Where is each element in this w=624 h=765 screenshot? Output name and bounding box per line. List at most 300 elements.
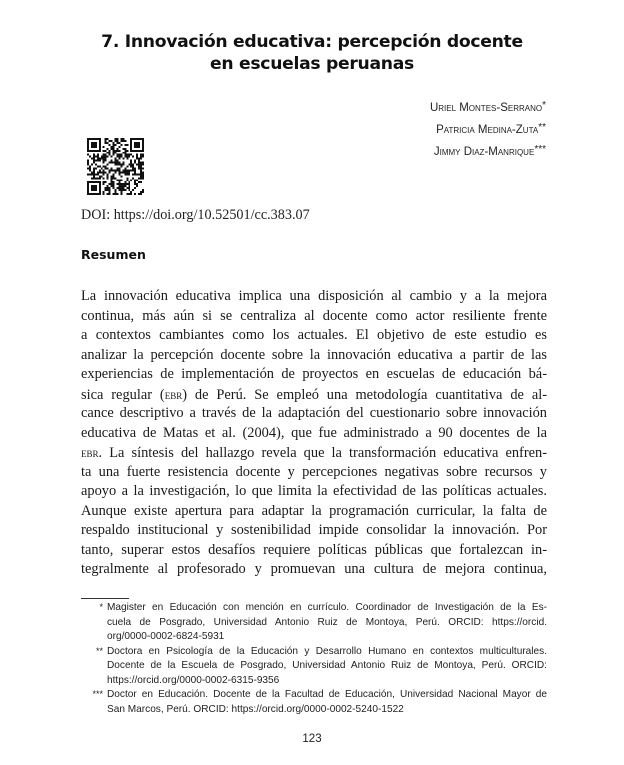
footnote-line: Doctor en Educación. Docente de la Facultad de Educación, Universidad Nacional Mayor de: [107, 689, 547, 700]
qr-module: [136, 158, 138, 160]
qr-module: [91, 173, 93, 175]
qr-module: [142, 162, 144, 164]
qr-module: [107, 156, 109, 158]
qr-module: [115, 138, 117, 140]
qr-module: [91, 171, 93, 173]
qr-module: [132, 189, 134, 191]
qr-module: [111, 156, 113, 158]
abstract-line: La innovación educativa implica una disposición al cambio y a la mejora: [81, 288, 547, 304]
footnote-mark[interactable]: **: [538, 122, 546, 133]
abstract-line: ta una fuerte resistencia docente y percepciones negativas sobre recursos y: [81, 463, 547, 480]
qr-module: [134, 187, 136, 189]
qr-module: [93, 156, 95, 158]
qr-module: [113, 162, 115, 164]
qr-module: [93, 167, 95, 169]
qr-module: [128, 185, 130, 187]
qr-module: [134, 169, 136, 171]
qr-module: [116, 148, 118, 150]
qr-module: [115, 158, 117, 160]
qr-module: [132, 177, 134, 179]
qr-module: [116, 138, 118, 140]
qr-module: [116, 160, 118, 162]
qr-module: [140, 164, 142, 166]
qr-module: [103, 171, 105, 173]
qr-module: [124, 171, 126, 173]
qr-module: [122, 185, 124, 187]
qr-module: [99, 175, 101, 177]
qr-module: [95, 156, 97, 158]
text-run: sica regular (: [81, 386, 165, 403]
qr-module: [136, 156, 138, 158]
abstract-line: continua, más aún si se centraliza al docente como actor resiliente frente: [81, 307, 547, 324]
qr-module: [126, 154, 128, 156]
qr-module: [124, 144, 126, 146]
abstract-line: cance descriptivo a través de la adaptación del cuestionario sobre innovación: [81, 405, 547, 421]
qr-module: [138, 193, 140, 195]
qr-module: [128, 164, 130, 166]
qr-module: [120, 166, 122, 168]
acronym-ebr: ebr: [81, 445, 99, 460]
qr-module: [113, 177, 115, 179]
qr-module: [140, 156, 142, 158]
qr-module: [130, 191, 132, 193]
qr-module: [134, 171, 136, 173]
qr-module: [134, 183, 136, 185]
qr-module: [140, 169, 142, 171]
author-name: Jimmy Diaz-Manrique: [433, 146, 535, 158]
text-run: . La síntesis del hallazgo revela que la transformación educativa enfren-: [98, 445, 547, 461]
qr-module: [109, 162, 111, 164]
qr-module: [93, 171, 95, 173]
qr-module: [103, 181, 105, 183]
qr-module: [105, 158, 107, 160]
qr-module: [126, 144, 128, 146]
qr-module: [138, 164, 140, 166]
qr-module: [122, 189, 124, 191]
qr-module: [101, 171, 103, 173]
qr-module: [113, 148, 115, 150]
abstract-line: a contextos cambiantes como los actuales. El objetivo de este estudio es: [81, 327, 547, 343]
qr-module: [97, 177, 99, 179]
author-1: [430, 96, 546, 118]
qr-module: [130, 193, 132, 195]
qr-module: [142, 175, 144, 177]
qr-module: [91, 164, 93, 166]
qr-module: [130, 160, 132, 162]
qr-module: [109, 191, 111, 193]
footnote-mark: ***: [92, 689, 103, 699]
qr-module: [111, 179, 113, 181]
qr-module: [134, 193, 136, 195]
page-number: 123: [302, 733, 322, 745]
qr-module: [105, 142, 107, 144]
qr-module: [124, 150, 126, 152]
abstract-line: [81, 443, 547, 463]
qr-module: [103, 158, 105, 160]
qr-module: [118, 146, 120, 148]
qr-module: [97, 158, 99, 160]
qr-module: [130, 164, 132, 166]
qr-module: [95, 160, 97, 162]
qr-module: [122, 162, 124, 164]
qr-module: [138, 158, 140, 160]
qr-module: [87, 173, 89, 175]
qr-module: [105, 167, 107, 169]
qr-module: [120, 140, 122, 142]
qr-module: [113, 175, 115, 177]
qr-module: [113, 142, 115, 144]
qr-module: [128, 193, 130, 195]
chapter-title-line-2: en escuelas peruanas: [210, 54, 414, 74]
qr-module: [115, 160, 117, 162]
qr-module: [130, 169, 132, 171]
abstract-body: [81, 287, 547, 580]
qr-module: [115, 150, 117, 152]
qr-module: [89, 167, 91, 169]
qr-module: [113, 169, 115, 171]
qr-module: [122, 138, 124, 140]
qr-module: [107, 177, 109, 179]
qr-module: [116, 140, 118, 142]
qr-module: [111, 183, 113, 185]
abstract-line: respaldo institucional y sostenibilidad impide consolidar la innovación. Por: [81, 522, 547, 538]
qr-module: [118, 179, 120, 181]
qr-module: [116, 183, 118, 185]
qr-module: [91, 158, 93, 160]
qr-module: [118, 154, 120, 156]
qr-module: [134, 181, 136, 183]
doi-link[interactable]: DOI: https://doi.org/10.52501/cc.383.07: [81, 207, 310, 223]
qr-module: [142, 173, 144, 175]
qr-module: [134, 179, 136, 181]
qr-module: [140, 181, 142, 183]
qr-module: [111, 169, 113, 171]
qr-module: [109, 183, 111, 185]
qr-module: [132, 166, 134, 168]
qr-module: [140, 177, 142, 179]
footnote-2: [81, 645, 547, 689]
qr-module: [111, 162, 113, 164]
qr-module: [93, 177, 95, 179]
qr-module: [115, 177, 117, 179]
qr-module: [140, 162, 142, 164]
qr-module: [105, 160, 107, 162]
qr-module: [124, 167, 126, 169]
qr-module: [140, 154, 142, 156]
qr-module: [115, 193, 117, 195]
qr-module: [138, 177, 140, 179]
qr-module: [103, 154, 105, 156]
qr-module: [126, 156, 128, 158]
qr-module: [103, 183, 105, 185]
qr-module: [142, 171, 144, 173]
qr-module: [113, 152, 115, 154]
qr-module: [109, 154, 111, 156]
chapter-title-line-1: 7. Innovación educativa: percepción docente: [101, 32, 523, 52]
qr-module: [105, 187, 107, 189]
footnote-1: [81, 601, 547, 645]
qr-module: [109, 169, 111, 171]
qr-module: [132, 156, 134, 158]
qr-module: [116, 162, 118, 164]
qr-module: [97, 154, 99, 156]
qr-module: [113, 146, 115, 148]
qr-module: [111, 181, 113, 183]
qr-module: [142, 189, 144, 191]
qr-module: [107, 193, 109, 195]
qr-module: [118, 158, 120, 160]
qr-module: [126, 187, 128, 189]
qr-module: [132, 164, 134, 166]
qr-module: [87, 164, 89, 166]
qr-module: [89, 173, 91, 175]
qr-module: [126, 173, 128, 175]
qr-module: [93, 169, 95, 171]
qr-module: [105, 154, 107, 156]
chapter-title: [60, 31, 564, 75]
qr-module: [122, 187, 124, 189]
qr-module: [116, 156, 118, 158]
qr-module: [97, 166, 99, 168]
qr-module: [120, 175, 122, 177]
qr-module: [95, 164, 97, 166]
text-run: ) de Perú. Se empleó una metodología cuantitativa de al-: [182, 386, 547, 403]
abstract-line: tanto, superar estos desafíos requiere políticas públicas que fortalezcan in-: [81, 541, 547, 558]
qr-module: [103, 173, 105, 175]
qr-module: [99, 160, 101, 162]
qr-module: [107, 148, 109, 150]
footnote-mark: **: [95, 645, 103, 656]
qr-module: [115, 164, 117, 166]
qr-module: [103, 177, 105, 179]
qr-module: [126, 179, 128, 181]
abstract-line: Aunque existe apertura para adaptar la programación curricular, la falta de: [81, 502, 547, 519]
qr-module: [105, 150, 107, 152]
qr-module: [95, 177, 97, 179]
footnote-divider: [81, 598, 129, 599]
qr-module: [126, 193, 128, 195]
qr-module: [134, 173, 136, 175]
qr-module: [111, 148, 113, 150]
qr-module: [138, 166, 140, 168]
qr-module: [124, 185, 126, 187]
qr-module: [120, 171, 122, 173]
abstract-line: apoyo a la investigación, lo que limita la efectividad de las políticas actuales.: [81, 483, 547, 499]
qr-module: [107, 187, 109, 189]
qr-module: [115, 189, 117, 191]
qr-module: [116, 187, 118, 189]
qr-module: [120, 189, 122, 191]
qr-module: [103, 169, 105, 171]
qr-module: [124, 154, 126, 156]
qr-module: [128, 187, 130, 189]
qr-module: [103, 162, 105, 164]
qr-module: [130, 166, 132, 168]
footnote-line: Magister en Educación con mención en currículo. Coordinador de Investigación de la Es-: [107, 602, 547, 613]
qr-module: [103, 156, 105, 158]
qr-module: [120, 156, 122, 158]
author-name: Uriel Montes-Serrano: [429, 102, 543, 114]
qr-module: [101, 175, 103, 177]
qr-module: [113, 150, 115, 152]
footnote-line: Doctora en Psicología de la Educación y Desarrollo Humano en contextos multiculturales.: [107, 645, 547, 657]
qr-module: [87, 162, 89, 164]
qr-module: [93, 160, 95, 162]
qr-module: [140, 175, 142, 177]
qr-module: [128, 154, 130, 156]
qr-module: [132, 169, 134, 171]
qr-module: [124, 189, 126, 191]
qr-module: [124, 181, 126, 183]
qr-module: [115, 162, 117, 164]
qr-module: [97, 156, 99, 158]
qr-module: [95, 167, 97, 169]
qr-module: [142, 154, 144, 156]
qr-module: [105, 189, 107, 191]
qr-module: [111, 160, 113, 162]
qr-module: [101, 158, 103, 160]
qr-module: [115, 191, 117, 193]
qr-module: [107, 152, 109, 154]
qr-module: [105, 171, 107, 173]
abstract-line: analizar la percepción docente sobre la innovación educativa a partir de las: [81, 346, 547, 363]
footnote-mark[interactable]: ***: [534, 144, 546, 155]
qr-module: [99, 177, 101, 179]
author-name: Patricia Medina-Zuta: [436, 124, 539, 136]
qr-module: [138, 181, 140, 183]
footnote-line[interactable]: cuela de Posgrado, Universidad Antonio Ruiz de Montoya, Perú. ORCID: https://orcid.: [107, 616, 547, 628]
qr-module: [128, 173, 130, 175]
abstract-line: [81, 385, 547, 405]
qr-module: [89, 166, 91, 168]
qr-module: [97, 160, 99, 162]
qr-module: [140, 173, 142, 175]
qr-module: [113, 144, 115, 146]
qr-module: [136, 164, 138, 166]
qr-module: [93, 173, 95, 175]
qr-module: [103, 150, 105, 152]
qr-module: [103, 193, 105, 195]
qr-module: [126, 150, 128, 152]
qr-module: [128, 156, 130, 158]
footnote-line[interactable]: org/0000-0002-6824-5931: [107, 631, 225, 642]
qr-module: [113, 193, 115, 195]
qr-module: [142, 167, 144, 169]
abstract-line: experiencias de implementación de proyectos en escuelas de educación bá-: [81, 366, 547, 382]
qr-module: [116, 193, 118, 195]
qr-module: [120, 144, 122, 146]
qr-module: [107, 167, 109, 169]
orcid-link[interactable]: https://orcid.org/0000-0002-6315-9356: [107, 674, 280, 686]
qr-module: [105, 140, 107, 142]
qr-module: [105, 181, 107, 183]
qr-module: [124, 140, 126, 142]
qr-module: [132, 173, 134, 175]
qr-module: [122, 140, 124, 142]
qr-module: [132, 167, 134, 169]
qr-module: [99, 158, 101, 160]
qr-module: [134, 162, 136, 164]
qr-module: [124, 173, 126, 175]
qr-module: [87, 167, 89, 169]
footnote-mark: *: [99, 602, 103, 612]
qr-module: [142, 177, 144, 179]
footnote-line: Docente de la Escuela de Posgrado, Universidad Antonio Ruiz de Montoya, Perú. ORCID:: [107, 660, 547, 671]
qr-module: [111, 177, 113, 179]
qr-module: [126, 177, 128, 179]
qr-module: [111, 167, 113, 169]
qr-module: [89, 169, 91, 171]
qr-module: [136, 185, 138, 187]
footnote-line[interactable]: San Marcos, Perú. ORCID: https://orcid.org/0000-0002-5240-1522: [107, 703, 404, 715]
qr-module: [136, 183, 138, 185]
qr-module: [138, 162, 140, 164]
qr-module: [107, 164, 109, 166]
abstract-line: tegralmente al profesorado y promuevan una cultura de mejora continua,: [81, 561, 547, 577]
qr-module: [93, 162, 95, 164]
qr-module: [99, 171, 101, 173]
qr-module: [103, 166, 105, 168]
author-2: [430, 118, 546, 140]
qr-module: [128, 181, 130, 183]
qr-module: [109, 152, 111, 154]
qr-module: [87, 154, 89, 156]
qr-module: [105, 156, 107, 158]
qr-module: [103, 160, 105, 162]
qr-module: [107, 142, 109, 144]
qr-module: [109, 140, 111, 142]
qr-module: [105, 166, 107, 168]
qr-module: [97, 171, 99, 173]
qr-module: [107, 189, 109, 191]
author-3: [430, 140, 546, 162]
qr-module: [87, 160, 89, 162]
qr-module: [118, 150, 120, 152]
qr-module: [107, 185, 109, 187]
qr-module: [115, 152, 117, 154]
qr-module: [107, 175, 109, 177]
qr-module: [109, 150, 111, 152]
qr-module: [118, 185, 120, 187]
qr-module: [113, 183, 115, 185]
qr-module: [126, 166, 128, 168]
qr-module: [126, 183, 128, 185]
footnote-mark[interactable]: *: [542, 100, 546, 111]
qr-module: [138, 173, 140, 175]
qr-module: [136, 173, 138, 175]
qr-module: [95, 173, 97, 175]
qr-module: [128, 171, 130, 173]
qr-module: [109, 193, 111, 195]
qr-module: [120, 154, 122, 156]
qr-module: [97, 173, 99, 175]
qr-module: [101, 167, 103, 169]
qr-module: [113, 187, 115, 189]
qr-module: [89, 156, 91, 158]
qr-module: [109, 171, 111, 173]
qr-module: [118, 169, 120, 171]
qr-module: [99, 169, 101, 171]
qr-module: [113, 173, 115, 175]
qr-module: [116, 179, 118, 181]
qr-module: [93, 158, 95, 160]
qr-module: [142, 191, 144, 193]
abstract-heading: Resumen: [81, 247, 146, 262]
qr-module: [140, 167, 142, 169]
qr-module: [122, 169, 124, 171]
qr-module: [118, 171, 120, 173]
qr-module: [120, 138, 122, 140]
